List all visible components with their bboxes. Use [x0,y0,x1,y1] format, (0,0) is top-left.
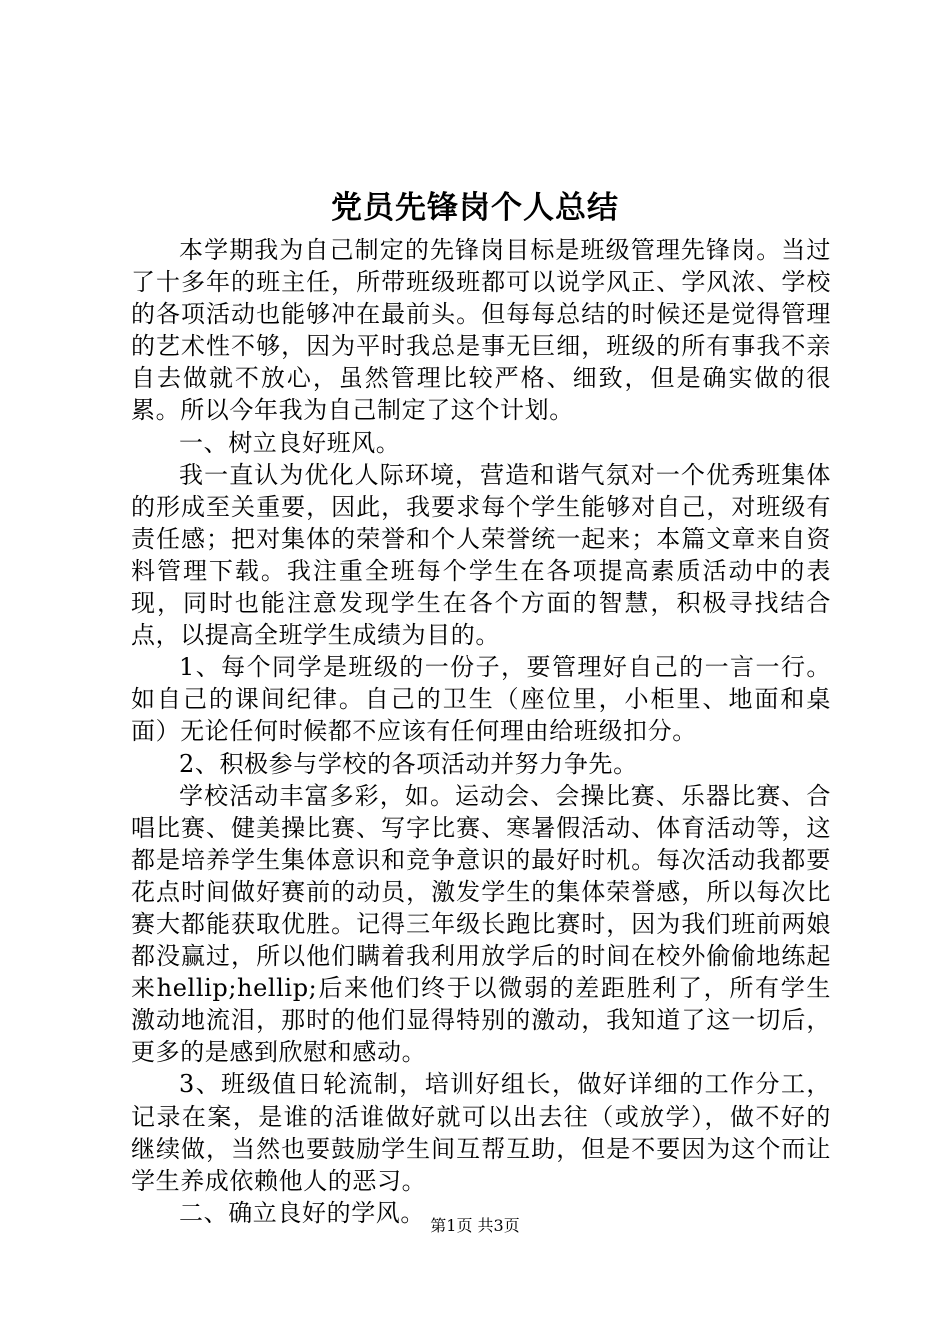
paragraph-class-environment: 我一直认为优化人际环境，营造和谐气氛对一个优秀班集体的形成至关重要，因此，我要求每个学生能够对自己，对班级有责任感；把对集体的荣誉和个人荣誉统一起来；本篇文章来自资料管理下载。我注重全班每个学生在各项提高素质活动中的表现，同时也能注意发现学生在各个方面的智慧，积极寻找结合点，以提高全班学生成绩为目的。 [131,460,831,650]
paragraph-intro: 本学期我为自己制定的先锋岗目标是班级管理先锋岗。当过了十多年的班主任，所带班级班都可以说学风正、学风浓、学校的各项活动也能够冲在最前头。但每每总结的时候还是觉得管理的艺术性不够，因为平时我总是事无巨细，班级的所有事我不亲自去做就不放心，虽然管理比较严格、细致，但是确实做的很累。所以今年我为自己制定了这个计划。 [131,236,831,425]
paragraph-school-activities: 学校活动丰富多彩，如。运动会、会操比赛、乐器比赛、合唱比赛、健美操比赛、写字比赛、寒暑假活动、体育活动等，这都是培养学生集体意识和竞争意识的最好时机。每次活动我都要花点时间做好赛前的动员，激发学生的集体荣誉感，所以每次比赛大都能获取优胜。记得三年级长跑比赛时，因为我们班前两娘都没赢过，所以他们瞒着我利用放学后的时间在校外偷偷地练起来hellip;hellip;后来他们终于以微弱的差距胜利了，所有学生激动地流泪，那时的他们显得特别的激动，我知道了这一切后，更多的是感到欣慰和感动。 [131,781,831,1067]
page-indicator: 第1页 共3页 [430,1216,520,1235]
page-title: 党员先锋岗个人总结 [331,190,619,226]
paragraph-item-3: 3、班级值日轮流制，培训好组长，做好详细的工作分工，记录在案，是谁的活谁做好就可以出去往（或放学），做不好的继续做，当然也要鼓励学生间互帮互助，但是不要因为这个而让学生养成依赖他人的恶习。 [131,1070,831,1195]
paragraph-item-2: 2、积极参与学校的各项活动并努力争先。 [179,749,638,778]
paragraph-item-1: 1、每个同学是班级的一份子，要管理好自己的一言一行。如自己的课间纪律。自己的卫生（座位里，小柜里、地面和桌面）无论任何时候都不应该有任何理由给班级扣分。 [131,653,831,746]
section-heading-class-spirit: 一、树立良好班风。 [179,428,401,457]
section-heading-study-style: 二、确立良好的学风。 [179,1198,425,1227]
document-body [131,234,831,1229]
